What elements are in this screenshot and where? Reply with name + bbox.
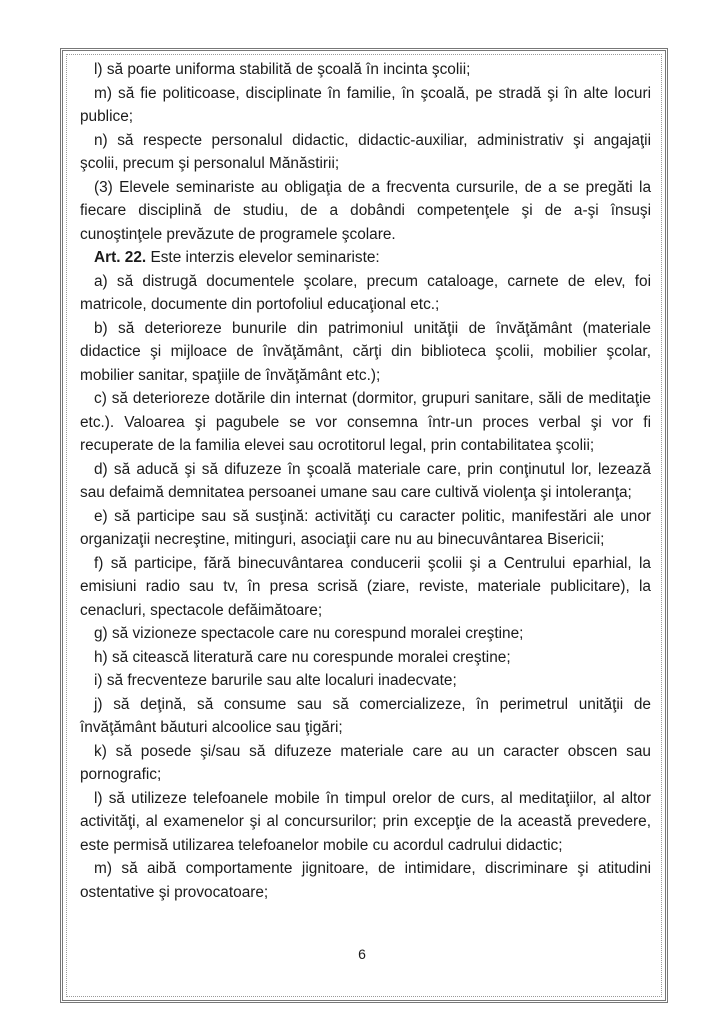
page-number: 6 [358,946,366,962]
item-k: k) să posede şi/sau să difuzeze materiale care au un caracter obscen sau pornografic; [80,742,651,783]
item-a: a) să distrugă documentele şcolare, precum cataloage, carnete de elev, foi matricole, documente din portofoliul educaţional etc.; [80,272,651,313]
item-d: d) să aducă şi să difuzeze în şcoală materiale care, prin conţinutul lor, lezează sau defaimă demnitatea persoanei umane sau care cultivă violenţa şi intoleranţa; [80,460,651,501]
paragraph-3: (3) Elevele seminariste au obligaţia de a frecventa cursurile, de a se pregăti la fiecare disciplină de studiu, de a dobândi competenţele şi de a-şi însuşi cunoştinţele prevăzute de programele şcolare. [80,178,651,243]
item-j: j) să deţină, să consume sau să comercializeze, în perimetrul unităţii de învăţământ băuturi alcoolice sau ţigări; [80,695,651,736]
item-l: l) să utilizeze telefoanele mobile în timpul orelor de curs, al meditaţiilor, al altor activităţi, al examenelor şi al concursurilor; prin excepţie de la această prevedere, este permisă utilizarea telefoanelor mobile cu acordul cadrului didactic; [80,789,651,854]
item-b: b) să deterioreze bunurile din patrimoniul unităţii de învăţământ (materiale didactice şi mijloace de învăţământ, cărţi din biblioteca şcolii, mobilier şcolar, mobilier sanitar, spaţiile de învăţământ etc.); [80,319,651,384]
paragraph-n: n) să respecte personalul didactic, didactic-auxiliar, administrativ şi angajaţii şcolii, precum şi personalul Mănăstirii; [80,131,651,172]
item-g: g) să vizioneze spectacole care nu corespund moralei creştine; [94,625,524,642]
item-h: h) să citească literatură care nu corespunde moralei creştine; [94,648,511,666]
item-i: i) să frecventeze barurile sau alte localuri inadecvate; [94,672,457,689]
item-f: f) să participe, fără binecuvântarea conducerii şcolii şi a Centrului eparhial, la emisiuni radio sau tv, în presa scrisă (ziare, reviste, materiale publicitare), la cenacluri, spectacole defăimătoare; [80,554,651,619]
article-number: Art. 22. [94,249,147,266]
article-text: Este interzis elevelor seminariste: [146,249,380,266]
article-heading [80,246,651,270]
item-m: m) să aibă comportamente jignitoare, de intimidare, discriminare şi atitudini ostentative şi provocatoare; [80,860,651,901]
paragraph-m: m) să fie politicoase, disciplinate în familie, în şcoală, pe stradă şi în alte locuri publice; [80,84,651,125]
item-e: e) să participe sau să susţină: activităţi cu caracter politic, manifestări ale unor organizaţii necreştine, mitinguri, asociaţii care nu au binecuvântarea Bisericii; [80,507,651,548]
item-c: c) să deterioreze dotările din internat (dormitor, grupuri sanitare, săli de meditaţie etc.). Valoarea şi pagubele se vor consemna într-un proces verbal şi vor fi recuperate de la familia elevei sau ocrotitorul legal, prin contabilitatea şcolii; [80,390,651,454]
paragraph-l: l) să poarte uniforma stabilită de şcoală în incinta şcolii; [94,61,471,78]
document-body [80,58,651,904]
